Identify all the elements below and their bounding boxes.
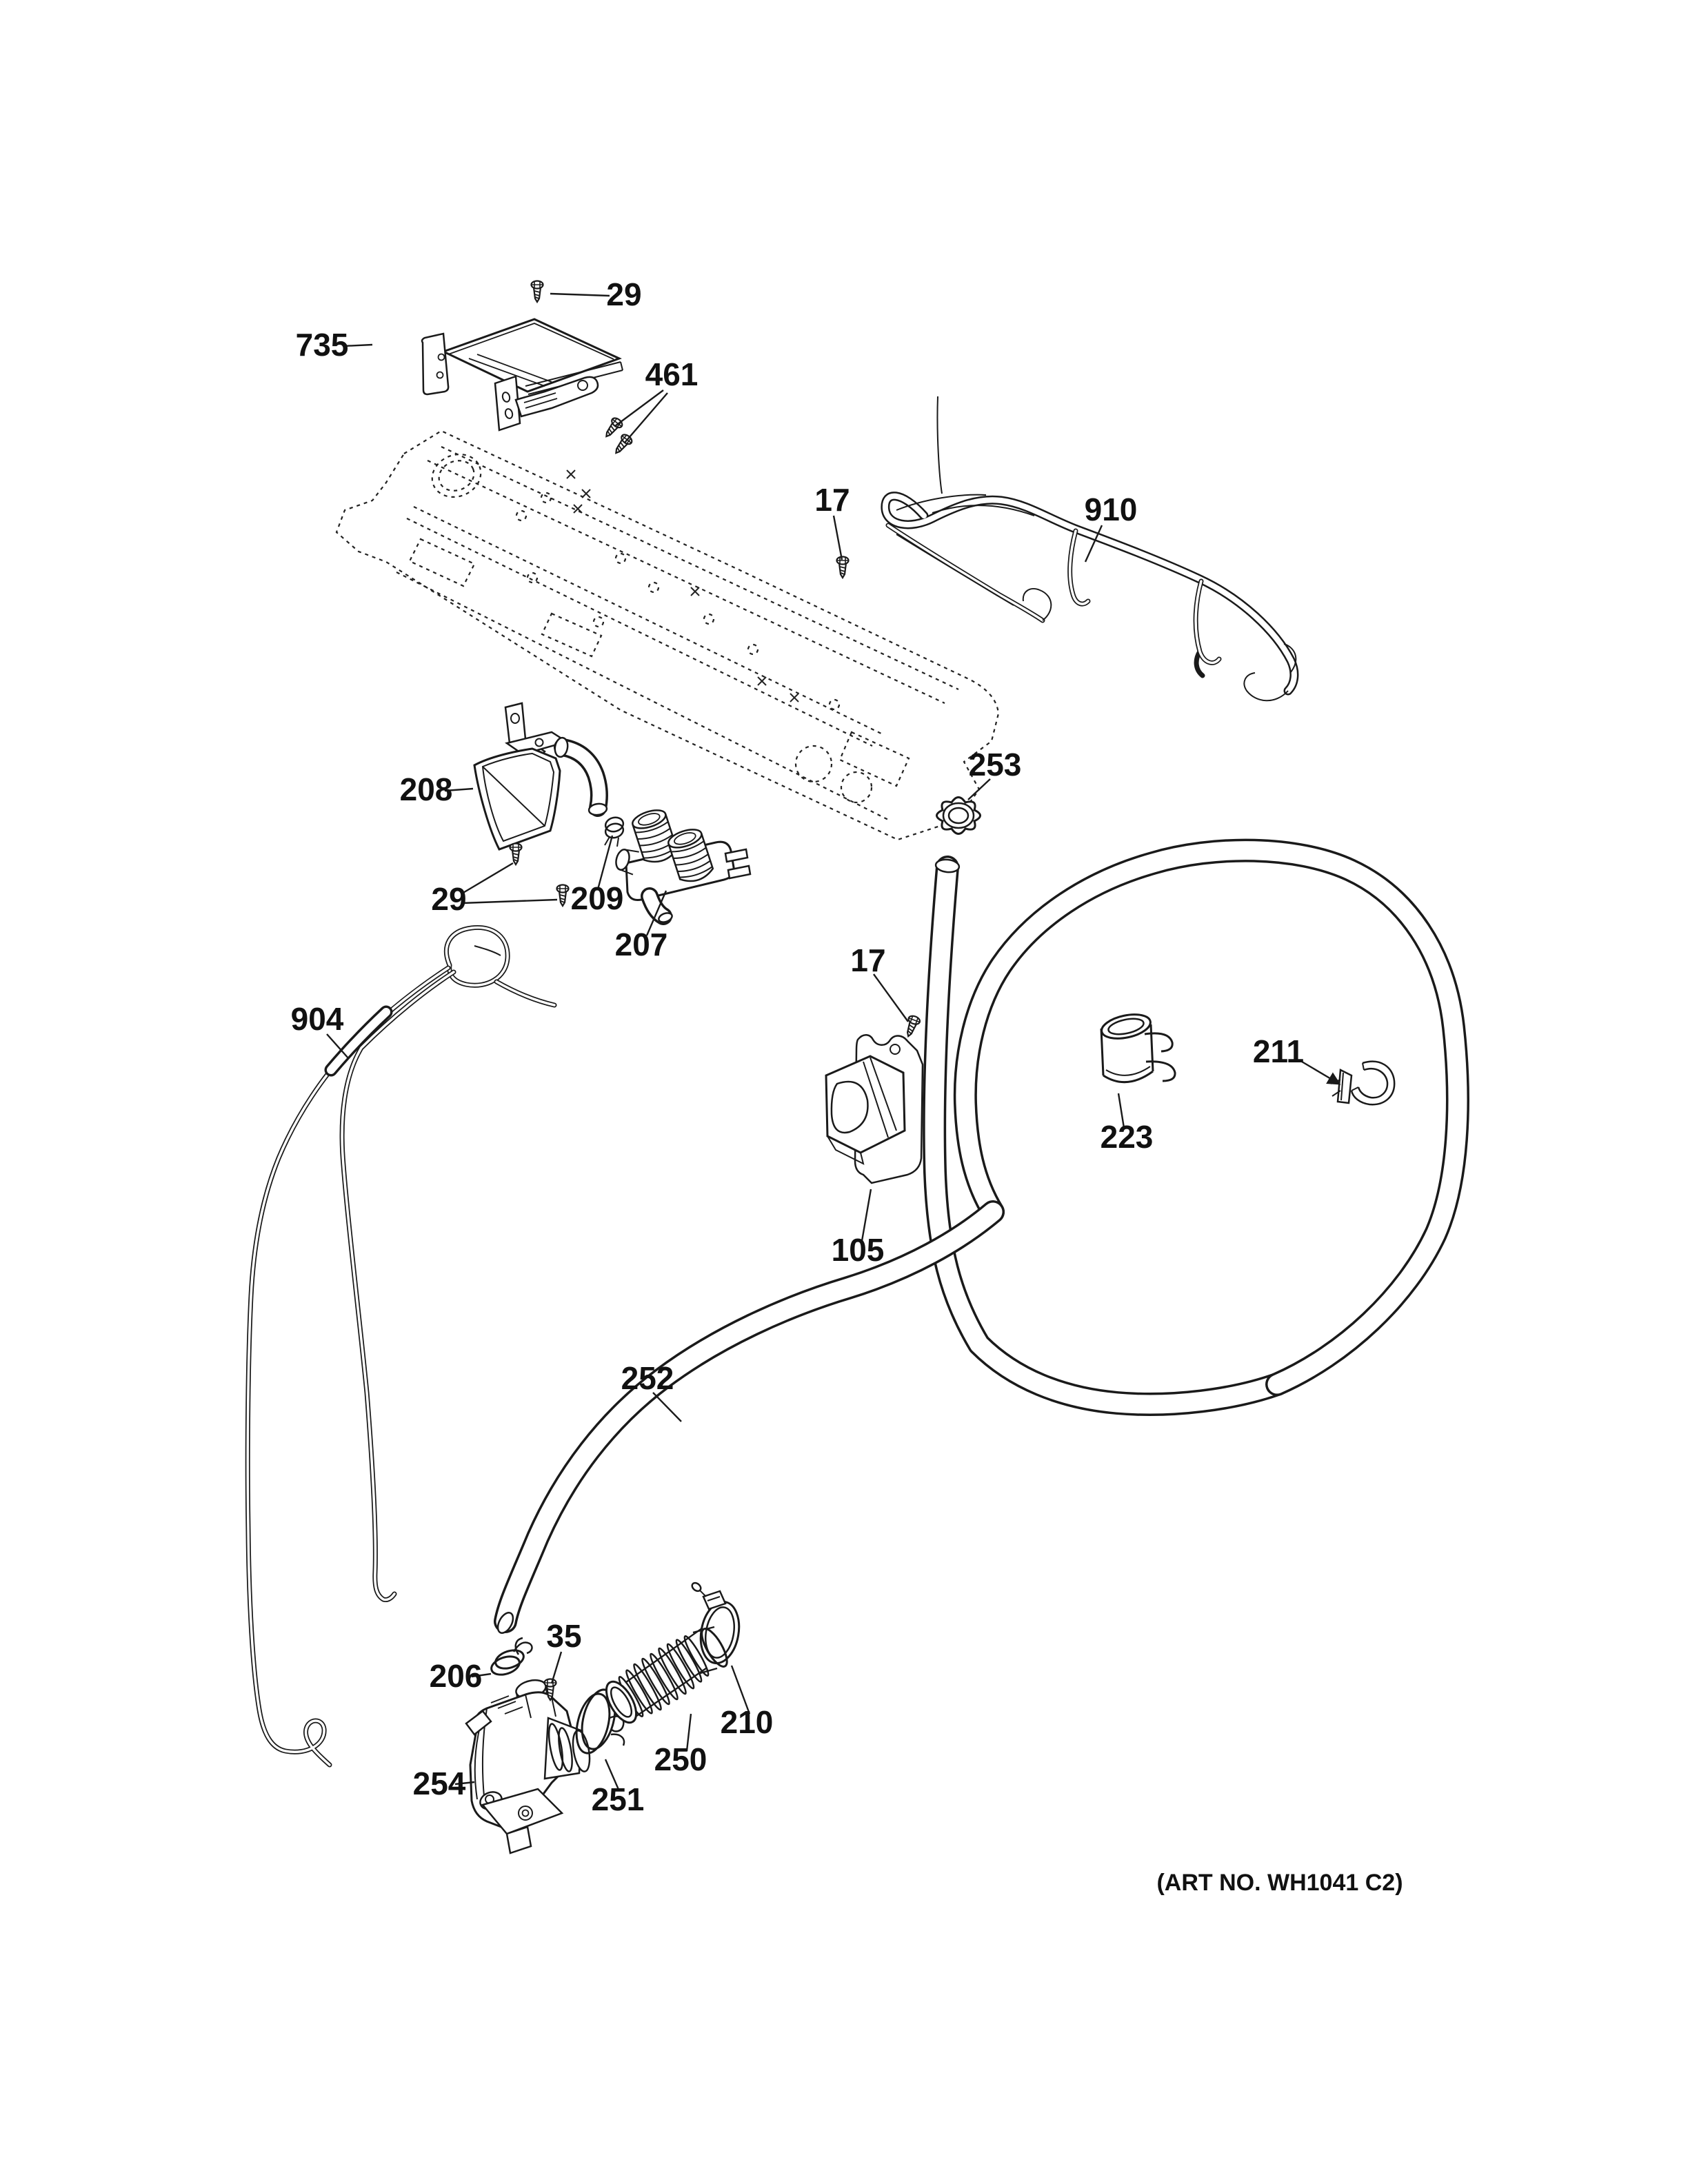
callout-206: 206 [429, 1658, 483, 1694]
screw-461-a [602, 416, 624, 441]
housing-105 [826, 1035, 923, 1183]
callout-210: 210 [720, 1704, 774, 1740]
art-number: (ART NO. WH1041 C2) [1156, 1870, 1403, 1896]
leader-lines [327, 294, 1339, 1791]
callout-253: 253 [968, 747, 1022, 782]
bracket-735 [422, 319, 623, 430]
panel-drain-hole [425, 447, 487, 505]
hose-clip-211 [1331, 1062, 1394, 1104]
callout-209: 209 [570, 880, 624, 916]
flower-nut-253 [937, 798, 981, 834]
callout-910: 910 [1084, 492, 1138, 527]
drain-pump-254 [466, 1677, 592, 1853]
callout-254: 254 [412, 1766, 466, 1801]
callout-17-top: 17 [814, 482, 850, 518]
sensor-wire-904 [248, 927, 554, 1765]
callout-29-top: 29 [606, 276, 642, 312]
callout-252: 252 [621, 1360, 674, 1396]
screw-17-top [837, 557, 849, 578]
screw-29-funnel-a [510, 844, 522, 865]
pump-outlet [545, 1718, 592, 1779]
corrugated-hose-250 [601, 1626, 732, 1728]
callout-208: 208 [399, 771, 453, 807]
callout-211: 211 [1252, 1033, 1305, 1069]
fill-elbow-hose [554, 737, 607, 816]
drain-hose-252 [495, 851, 1458, 1636]
callout-29-funnel: 29 [431, 881, 467, 917]
callout-251: 251 [591, 1781, 645, 1817]
callout-17-box: 17 [850, 942, 886, 978]
callout-223: 223 [1100, 1119, 1154, 1155]
callout-207: 207 [614, 927, 668, 962]
spring-clamp-223 [1099, 1011, 1175, 1082]
inlet-valve-207 [614, 807, 750, 924]
callout-35: 35 [546, 1618, 582, 1654]
screw-29-funnel-b [557, 885, 569, 907]
callout-250: 250 [654, 1741, 707, 1777]
screw-29-top [532, 281, 543, 303]
callout-735: 735 [295, 327, 349, 363]
callout-105: 105 [831, 1232, 885, 1268]
callout-904: 904 [290, 1001, 344, 1037]
callout-461: 461 [645, 356, 699, 392]
funnel-208 [474, 703, 567, 849]
wire-clamp-206 [489, 1638, 532, 1678]
clamp-209 [604, 816, 625, 847]
